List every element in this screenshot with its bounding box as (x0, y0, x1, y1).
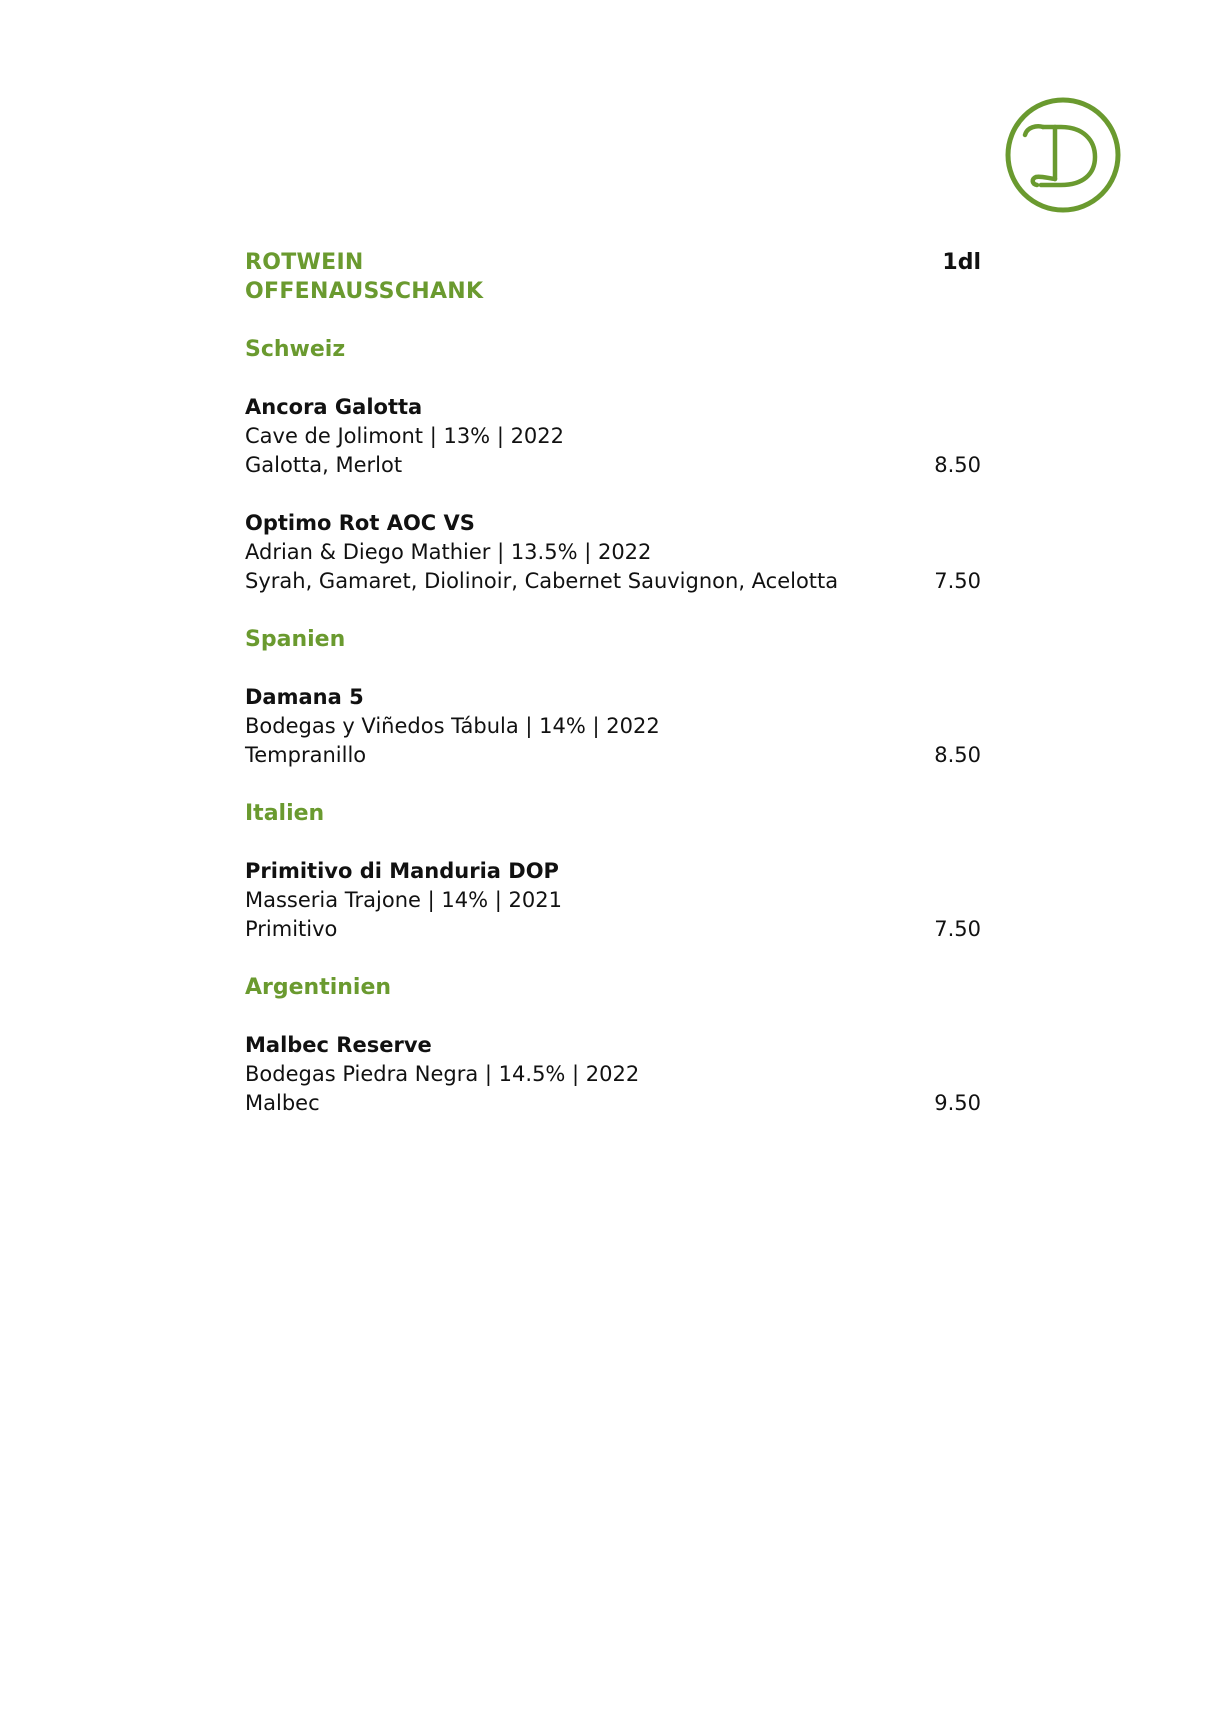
wine-grapes-row (245, 567, 981, 596)
country-section (245, 625, 981, 770)
wine-producer: Bodegas Piedra Negra | 14.5% | 2022 (245, 1062, 640, 1086)
wine-menu (245, 248, 981, 1118)
wine-item (245, 1031, 981, 1118)
wine-producer: Adrian & Diego Mathier | 13.5% | 2022 (245, 540, 652, 564)
wine-item (245, 857, 981, 944)
menu-title-line2: OFFENAUSSCHANK (245, 279, 484, 304)
wine-item (245, 393, 981, 480)
wine-name: Malbec Reserve (245, 1033, 432, 1057)
wine-grapes: Galotta, Merlot (245, 453, 403, 477)
wine-grapes: Tempranillo (245, 743, 367, 767)
wine-price: 7.50 (934, 569, 981, 593)
sections-list (245, 335, 981, 1118)
country-heading: Italien (245, 801, 325, 826)
wine-name: Damana 5 (245, 685, 364, 709)
menu-title-line1: ROTWEIN (245, 250, 364, 275)
country-heading: Schweiz (245, 337, 346, 362)
wine-grapes: Syrah, Gamaret, Diolinoir, Cabernet Sauvignon, Acelotta (245, 569, 839, 593)
wine-grapes-row (245, 1089, 981, 1118)
wine-grapes-row (245, 741, 981, 770)
country-section (245, 973, 981, 1118)
wine-producer: Bodegas y Viñedos Tábula | 14% | 2022 (245, 714, 660, 738)
wine-price: 7.50 (934, 917, 981, 941)
wine-name: Primitivo di Manduria DOP (245, 859, 559, 883)
country-heading: Spanien (245, 627, 346, 652)
wine-price: 8.50 (934, 743, 981, 767)
country-section (245, 799, 981, 944)
wine-grapes: Malbec (245, 1091, 320, 1115)
wine-grapes-row (245, 451, 981, 480)
country-section (245, 335, 981, 596)
menu-header (245, 248, 981, 306)
wine-name: Ancora Galotta (245, 395, 423, 419)
wine-item (245, 509, 981, 596)
serving-unit: 1dl (942, 250, 981, 275)
country-heading: Argentinien (245, 975, 392, 1000)
wine-name: Optimo Rot AOC VS (245, 511, 475, 535)
wine-grapes: Primitivo (245, 917, 338, 941)
wine-producer: Masseria Trajone | 14% | 2021 (245, 888, 562, 912)
menu-title (245, 248, 483, 306)
wine-item (245, 683, 981, 770)
wine-price: 9.50 (934, 1091, 981, 1115)
wine-grapes-row (245, 915, 981, 944)
wine-producer: Cave de Jolimont | 13% | 2022 (245, 424, 565, 448)
wine-price: 8.50 (934, 453, 981, 477)
d-monogram-icon (1003, 95, 1123, 215)
